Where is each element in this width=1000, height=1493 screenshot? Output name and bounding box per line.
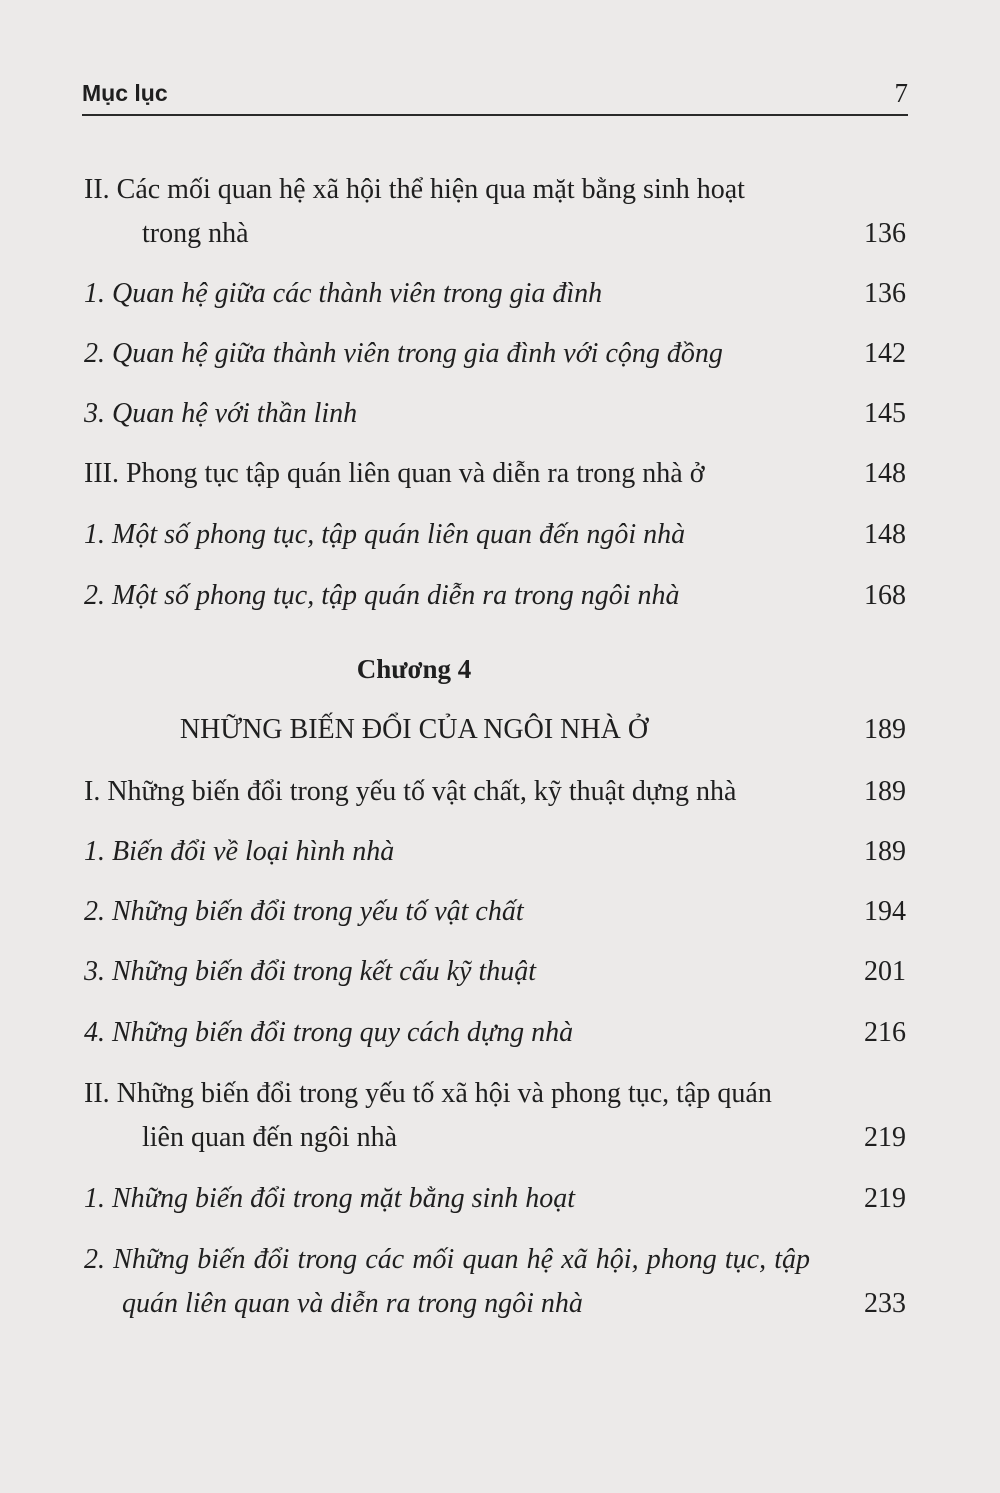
toc-entry-text: II. Những biến đổi trong yếu tố xã hội và phong tục, tập quán liên quan đến ngôi nhà (84, 1078, 772, 1153)
toc-entry-text: III. Phong tục tập quán liên quan và diễn ra trong nhà ở (84, 458, 705, 489)
toc-entry-page: 142 (864, 338, 906, 369)
toc-entry-page: 168 (864, 580, 906, 611)
toc-entry (84, 1238, 906, 1326)
toc-entry (84, 452, 906, 496)
chapter-label: Chương 4 (356, 654, 472, 684)
toc-entry (84, 1011, 906, 1055)
header-title: Mục lục (82, 80, 168, 106)
toc-entry-page: 148 (864, 519, 906, 550)
toc-entry (84, 574, 906, 618)
toc-entry-text: 1. Những biến đổi trong mặt bằng sinh hoạt (84, 1183, 576, 1214)
toc-entry (84, 513, 906, 557)
toc-entry-page: 216 (864, 1017, 906, 1048)
toc-entry-page: 189 (864, 836, 906, 867)
toc-entry-page: 136 (864, 218, 906, 249)
toc-entry-page: 219 (864, 1183, 906, 1214)
chapter-title-row (84, 708, 906, 752)
chapter-page: 189 (864, 714, 906, 745)
toc-entry-text: 2. Quan hệ giữa thành viên trong gia đình với cộng đồng (84, 338, 723, 369)
toc-entry-page: 148 (864, 458, 906, 489)
toc-entry (84, 392, 906, 436)
toc-entry (84, 332, 906, 376)
chapter-title: NHỮNG BIẾN ĐỔI CỦA NGÔI NHÀ Ở (179, 714, 649, 745)
toc-entry-text: I. Những biến đổi trong yếu tố vật chất, kỹ thuật dựng nhà (84, 776, 737, 807)
toc-entry (84, 1072, 906, 1160)
toc-entry (84, 272, 906, 316)
toc-entry-page: 233 (864, 1288, 906, 1319)
toc-entry-page: 219 (864, 1122, 906, 1153)
toc-entry-page: 194 (864, 896, 906, 927)
toc-entry-page: 145 (864, 398, 906, 429)
page-header (82, 70, 908, 116)
toc-entry-text: 2. Những biến đổi trong yếu tố vật chất (84, 896, 524, 927)
toc-entry-text: 3. Những biến đổi trong kết cấu kỹ thuật (84, 956, 537, 987)
toc-entry (84, 168, 906, 256)
toc-entry (84, 890, 906, 934)
toc-entry-page: 189 (864, 776, 906, 807)
toc-entry-page: 201 (864, 956, 906, 987)
toc-entry-text: 1. Biến đổi về loại hình nhà (84, 836, 395, 867)
toc-entry (84, 950, 906, 994)
header-page-number: 7 (894, 78, 908, 108)
toc-entry-text: 3. Quan hệ với thần linh (84, 398, 358, 429)
toc-entry-text: 4. Những biến đổi trong quy cách dựng nhà (84, 1017, 574, 1048)
toc-entry-text: 2. Một số phong tục, tập quán diễn ra trong ngôi nhà (84, 580, 680, 611)
toc-entry (84, 1177, 906, 1221)
toc-entry-text: 2. Những biến đổi trong các mối quan hệ xã hội, phong tục, tập quán liên quan và diễn ra trong ngôi nhà (84, 1244, 810, 1319)
toc-entry-page: 136 (864, 278, 906, 309)
toc-entry (84, 830, 906, 874)
toc-entry-text: 1. Một số phong tục, tập quán liên quan đến ngôi nhà (84, 519, 686, 550)
toc-entry-text: 1. Quan hệ giữa các thành viên trong gia đình (84, 278, 603, 309)
toc-entry-text: II. Các mối quan hệ xã hội thể hiện qua mặt bằng sinh hoạt trong nhà (84, 174, 745, 249)
toc-entry (84, 770, 906, 814)
